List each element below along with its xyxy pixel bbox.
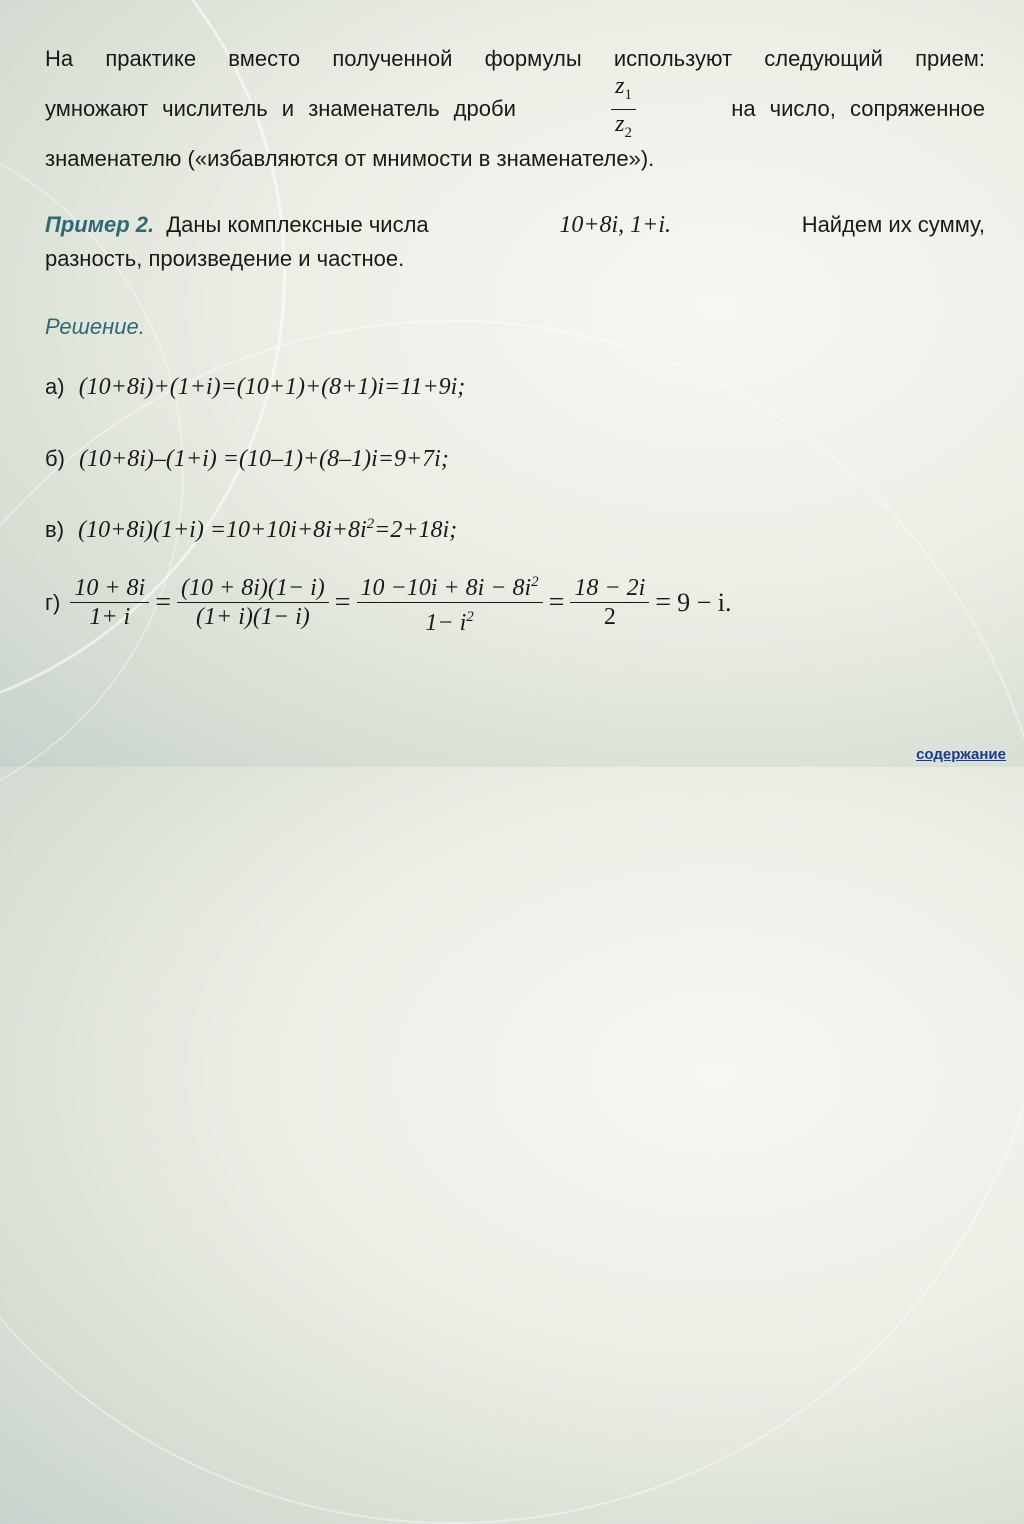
item-v-sup: 2 [366, 516, 375, 532]
contents-link[interactable]: содержание [916, 746, 1006, 763]
item-g-result: 9 − i. [677, 587, 732, 617]
frac-num-sub: 1 [624, 86, 632, 103]
item-v-expr [78, 517, 457, 543]
intro-text-right: на число, сопряженное [731, 96, 985, 121]
example-line-2: разность, произведение и частное. [45, 246, 405, 271]
item-g-fraction-1 [70, 574, 149, 631]
example-title: Пример 2. [45, 212, 155, 237]
item-v-label: в) [45, 517, 65, 542]
intro-line-3: знаменателю («избавляются от мнимости в знаменателе»). [45, 146, 655, 171]
fraction-z1-z2 [611, 72, 636, 147]
item-g-fraction-3 [357, 568, 543, 637]
item-a-expr: (10+8i)+(1+i)=(10+1)+(8+1)i=11+9i; [78, 374, 466, 400]
equals-sign: = [155, 586, 172, 618]
g-f3-den: 1− i [425, 610, 467, 636]
item-g-label: г) [45, 589, 61, 615]
item-v-end: =2+18i; [374, 517, 458, 543]
item-b-expr: (10+8i)–(1+i) =(10–1)+(8–1)i=9+7i; [79, 446, 449, 472]
item-a [45, 374, 985, 401]
equals-sign: = [334, 586, 351, 618]
intro-line-1: На практике вместо полученной формулы используют следующий прием: [45, 46, 985, 71]
item-v-main: (10+8i)(1+i) =10+10i+8i+8i [78, 517, 367, 543]
intro-line-2 [45, 74, 985, 144]
equals-sign: = [655, 586, 672, 618]
g-f3-num: 10 −10i + 8i − 8i [360, 575, 532, 601]
example-text-a: Даны комплексные числа [166, 212, 429, 237]
item-g [45, 568, 985, 637]
example-line-1 [45, 212, 985, 239]
item-g-fraction-4 [570, 574, 649, 631]
g-f3-den-sup: 2 [466, 609, 474, 625]
g-f1-num: 10 + 8i [74, 575, 146, 601]
g-f4-den: 2 [603, 604, 616, 630]
item-g-fraction-2 [177, 574, 329, 631]
g-f2-num: (10 + 8i)(1− i) [181, 575, 325, 601]
frac-num: z [615, 72, 625, 99]
frac-den-sub: 2 [624, 124, 632, 141]
item-b-label: б) [45, 446, 65, 471]
item-a-label: а) [45, 374, 65, 399]
solution-label: Решение. [45, 314, 145, 339]
equals-sign: = [548, 586, 565, 618]
g-f1-den: 1+ i [89, 604, 131, 630]
item-b [45, 446, 985, 473]
intro-text-left: умножают числитель и знаменатель дроби [45, 96, 516, 121]
item-v [45, 516, 985, 544]
example-numbers: 10+8i, 1+i. [559, 212, 672, 238]
frac-den: z [615, 110, 625, 137]
g-f2-den: (1+ i)(1− i) [196, 604, 310, 630]
g-f4-num: 18 − 2i [574, 575, 646, 601]
g-f3-num-sup: 2 [531, 574, 539, 590]
example-text-b: Найдем их сумму, [801, 212, 985, 237]
background-swirl [0, 320, 1024, 1524]
